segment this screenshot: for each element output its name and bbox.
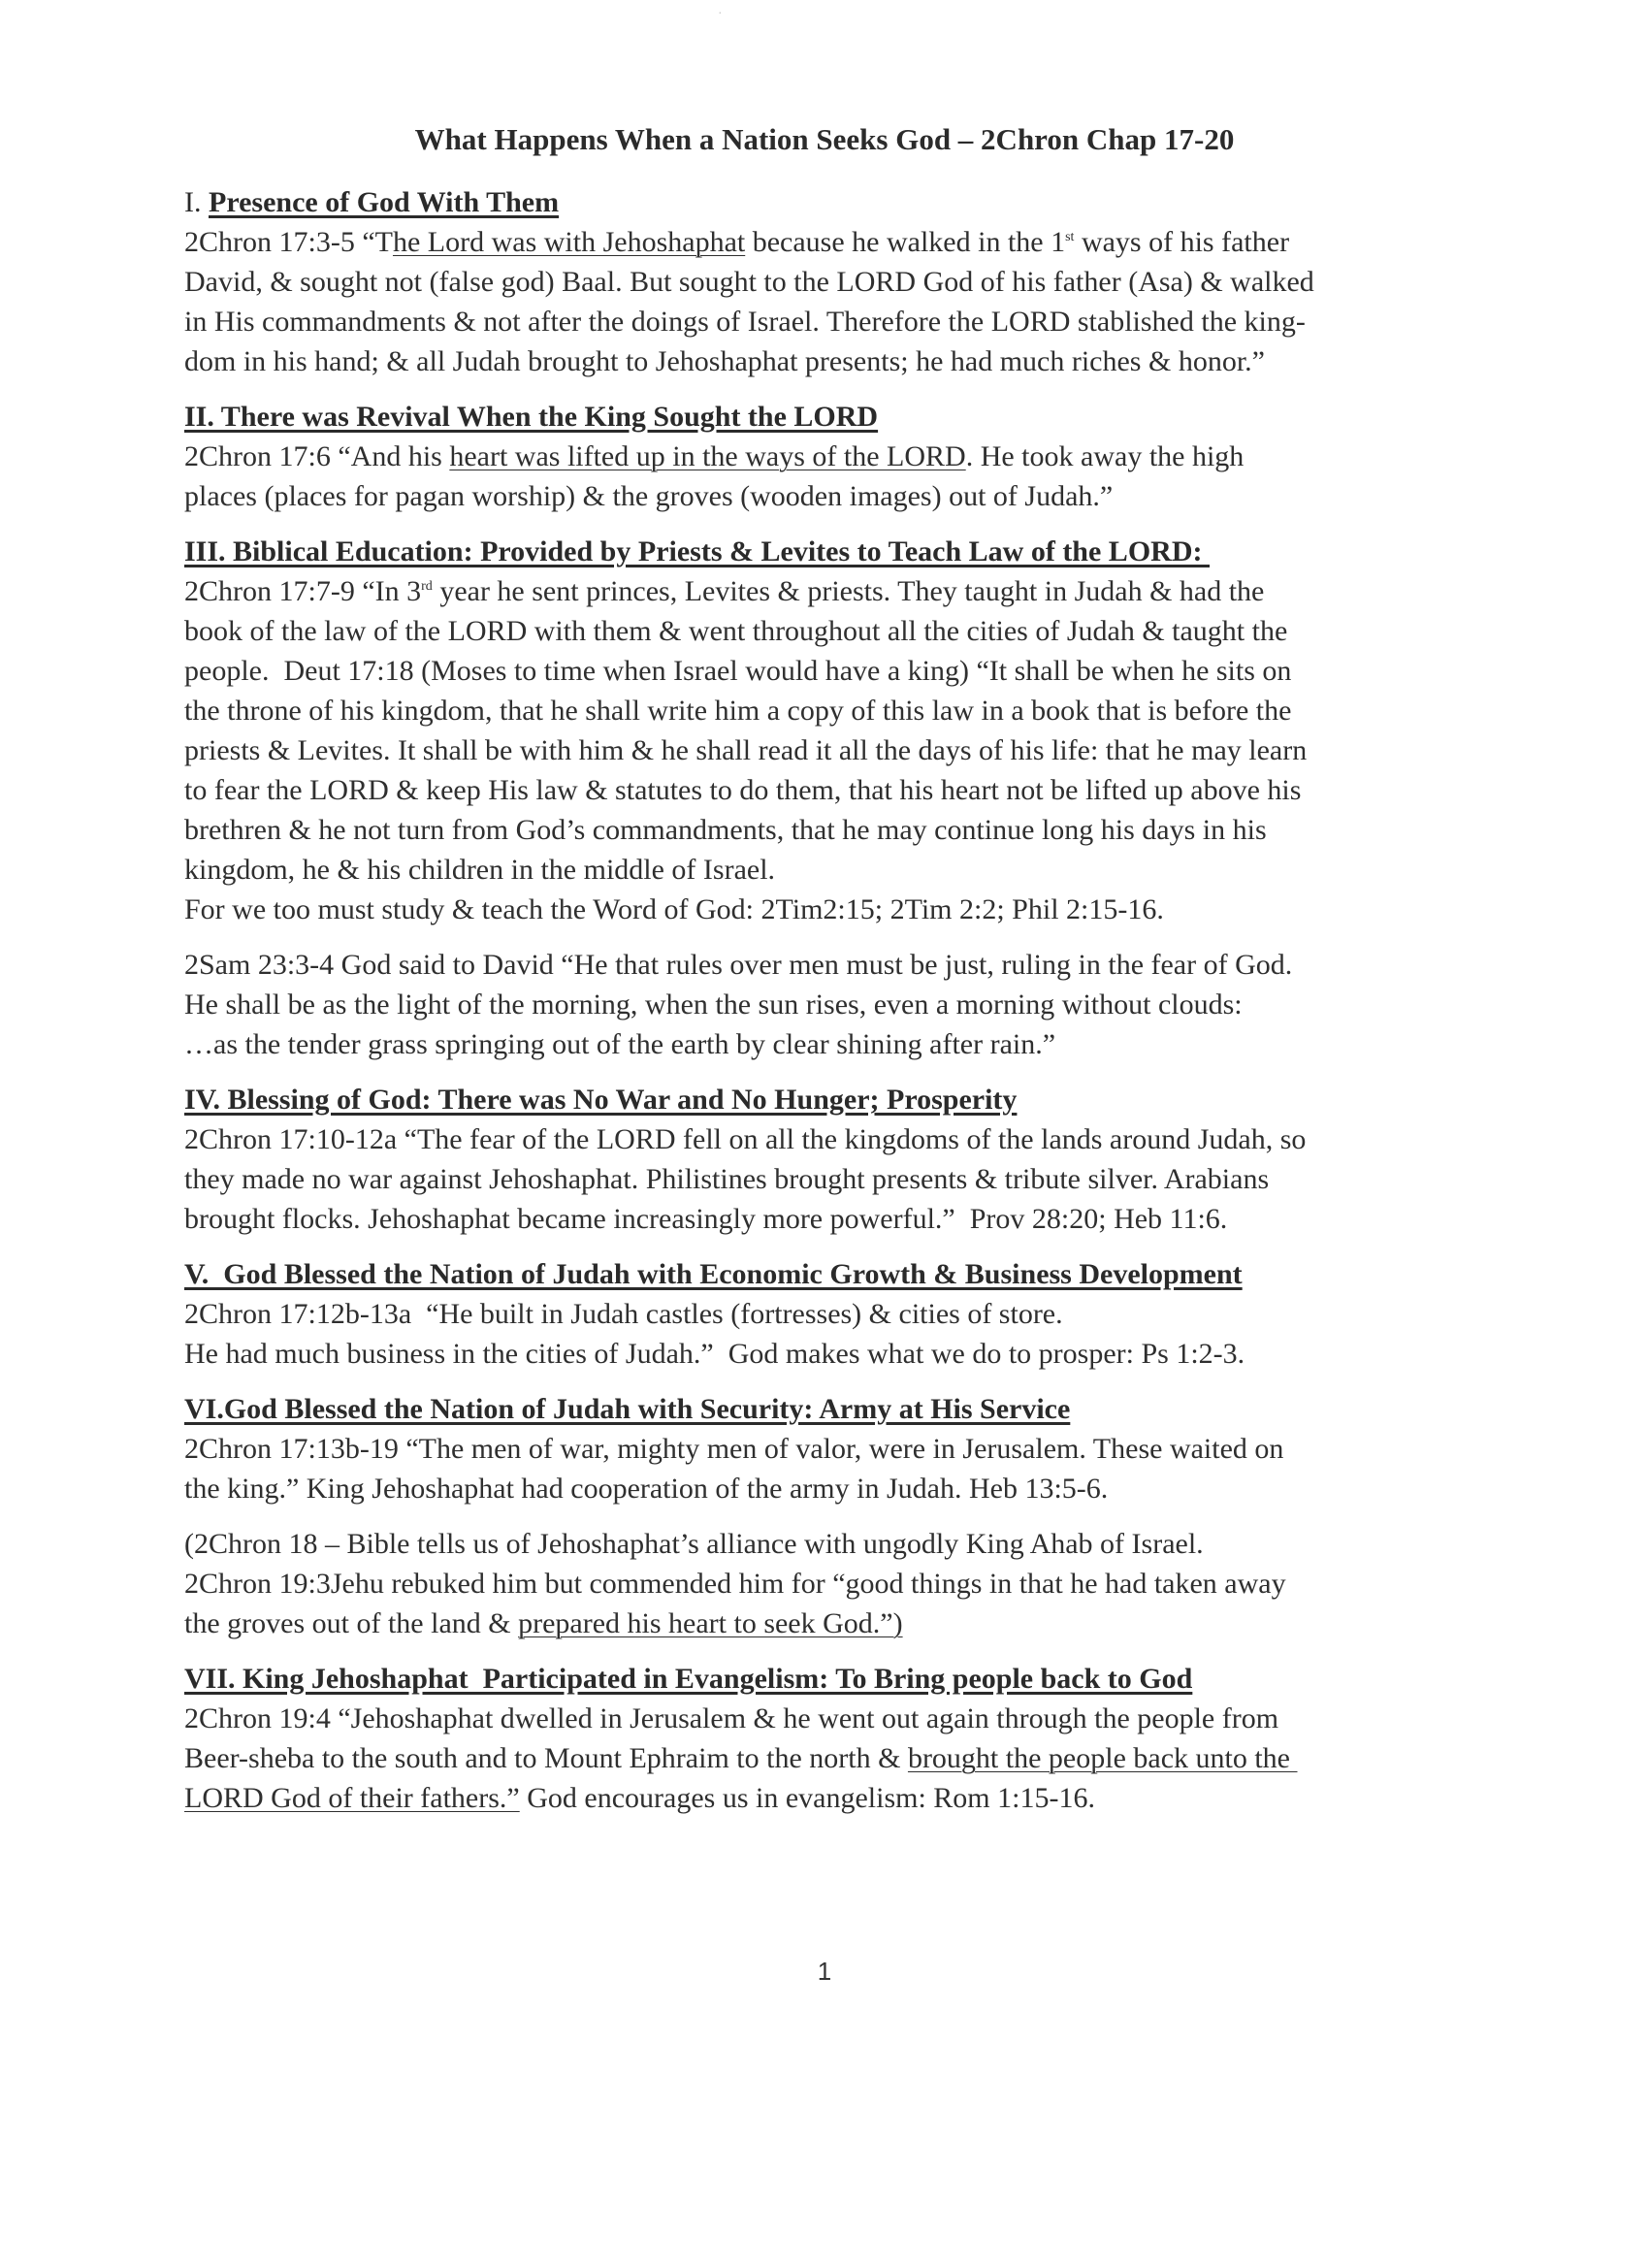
body-line: He had much business in the cities of Judah.” God makes what we do to prosper: Ps 1:2-3. xyxy=(184,1338,1245,1370)
section-1 xyxy=(184,182,1465,381)
body-line: For we too must study & teach the Word of God: 2Tim2:15; 2Tim 2:2; Phil 2:15-16. xyxy=(184,893,1164,925)
section-heading xyxy=(184,1389,1465,1429)
section-heading-text: IV. Blessing of God: There was No War and No Hunger; Prosperity xyxy=(184,1084,1018,1116)
section-heading xyxy=(184,532,1465,571)
superscript: st xyxy=(1065,230,1075,244)
text-run: God encourages us in evangelism: Rom 1:15-16. xyxy=(519,1782,1095,1814)
body-line xyxy=(184,571,1465,611)
section-heading-text: VI.God Blessed the Nation of Judah with Security: Army at His Service xyxy=(184,1393,1071,1425)
section-heading-text: III. Biblical Education: Provided by Priests & Levites to Teach Law of the LORD: xyxy=(184,535,1210,567)
underlined-text: he Lord was with Jehoshaphat xyxy=(392,226,746,258)
body-line: brought flocks. Jehoshaphat became increasingly more powerful.” Prov 28:20; Heb 11:6. xyxy=(184,1203,1228,1235)
text-run: the groves out of the land & xyxy=(184,1607,519,1639)
body-line: in His commandments & not after the doings of Israel. Therefore the LORD stablished the king- xyxy=(184,306,1306,338)
section-heading xyxy=(184,182,1465,222)
body-line: book of the law of the LORD with them & went throughout all the cities of Judah & taught the xyxy=(184,615,1288,647)
body-line xyxy=(184,1738,1465,1778)
text-run: ways of his father xyxy=(1074,226,1290,258)
section-3 xyxy=(184,532,1465,1064)
document-title: What Happens When a Nation Seeks God – 2Chron Chap 17-20 xyxy=(414,122,1235,156)
body-line: (2Chron 18 – Bible tells us of Jehoshaphat’s alliance with ungodly King Ahab of Israel. xyxy=(184,1528,1204,1560)
body-line: …as the tender grass springing out of the earth by clear shining after rain.” xyxy=(184,1028,1056,1060)
body-line xyxy=(184,1778,1465,1818)
section-5 xyxy=(184,1254,1465,1374)
section-heading-text: V. God Blessed the Nation of Judah with Economic Growth & Business Development xyxy=(184,1258,1243,1290)
text-run: 2Chron 17:3-5 “T xyxy=(184,226,393,258)
text-run: . He took away the high xyxy=(965,440,1245,472)
section-2 xyxy=(184,397,1465,516)
body-line: 2Chron 17:13b-19 “The men of war, mighty men of valor, were in Jerusalem. These waited on xyxy=(184,1433,1284,1465)
page-number: 1 xyxy=(817,1957,832,1986)
body-line xyxy=(184,437,1465,476)
underlined-text: LORD God of their fathers.” xyxy=(184,1782,520,1814)
scan-speck: · xyxy=(718,7,723,21)
text-run: because he walked in the 1 xyxy=(745,226,1066,258)
body-line: they made no war against Jehoshaphat. Philistines brought presents & tribute silver. Arabians xyxy=(184,1163,1270,1195)
paragraph-gap xyxy=(184,1508,1465,1524)
body-line: brethren & he not turn from God’s commandments, that he may continue long his days in his xyxy=(184,814,1267,846)
body-line: 2Chron 17:10-12a “The fear of the LORD fell on all the kingdoms of the lands around Judah, so xyxy=(184,1123,1307,1155)
body-line: people. Deut 17:18 (Moses to time when Israel would have a king) “It shall be when he sits on xyxy=(184,655,1292,687)
body-line: kingdom, he & his children in the middle of Israel. xyxy=(184,854,776,886)
body-line: 2Chron 19:4 “Jehoshaphat dwelled in Jerusalem & he went out again through the people from xyxy=(184,1702,1279,1734)
body-line: 2Chron 17:12b-13a “He built in Judah castles (fortresses) & cities of store. xyxy=(184,1298,1063,1330)
text-run: 2Chron 17:7-9 “In 3 xyxy=(184,575,422,607)
body-line: priests & Levites. It shall be with him & he shall read it all the days of his life: that he may learn xyxy=(184,734,1308,766)
body-line: He shall be as the light of the morning, when the sun rises, even a morning without clouds: xyxy=(184,988,1243,1021)
body-line: to fear the LORD & keep His law & statutes to do them, that his heart not be lifted up above his xyxy=(184,774,1302,806)
section-heading-text: II. There was Revival When the King Sought the LORD xyxy=(184,401,879,433)
section-heading xyxy=(184,397,1465,437)
underlined-text: prepared his heart to seek God.”) xyxy=(518,1607,903,1639)
superscript: rd xyxy=(421,579,433,594)
text-run: year he sent princes, Levites & priests. They taught in Judah & had the xyxy=(432,575,1265,607)
body-line: David, & sought not (false god) Baal. But sought to the LORD God of his father (Asa) & walked xyxy=(184,266,1314,298)
text-run: Beer-sheba to the south and to Mount Ephraim to the north & xyxy=(184,1742,908,1774)
text-run: 2Chron 17:6 “And his xyxy=(184,440,450,472)
body-line: the king.” King Jehoshaphat had cooperation of the army in Judah. Heb 13:5-6. xyxy=(184,1473,1109,1505)
body-line: the throne of his kingdom, that he shall write him a copy of this law in a book that is before the xyxy=(184,695,1292,727)
section-6 xyxy=(184,1389,1465,1643)
section-heading xyxy=(184,1254,1465,1294)
section-heading xyxy=(184,1659,1465,1699)
body-line: dom in his hand; & all Judah brought to Jehoshaphat presents; he had much riches & honor.” xyxy=(184,345,1265,377)
body-line: 2Chron 19:3Jehu rebuked him but commended him for “good things in that he had taken away xyxy=(184,1568,1286,1600)
underlined-text: brought the people back unto the xyxy=(907,1742,1298,1774)
body-line xyxy=(184,222,1465,262)
body-line: 2Sam 23:3-4 God said to David “He that rules over men must be just, ruling in the fear of God. xyxy=(184,949,1293,981)
section-heading xyxy=(184,1080,1465,1119)
body-line xyxy=(184,1604,1465,1643)
section-7 xyxy=(184,1659,1465,1818)
section-4 xyxy=(184,1080,1465,1239)
section-heading-text: Presence of God With Them xyxy=(209,186,560,218)
section-heading-text: VII. King Jehoshaphat Participated in Evangelism: To Bring people back to God xyxy=(184,1663,1193,1695)
section-numeral: I. xyxy=(184,186,209,218)
underlined-text: heart was lifted up in the ways of the LORD xyxy=(449,440,966,472)
document-body xyxy=(184,182,1465,1833)
body-line: places (places for pagan worship) & the groves (wooden images) out of Judah.” xyxy=(184,480,1114,512)
paragraph-gap xyxy=(184,929,1465,945)
